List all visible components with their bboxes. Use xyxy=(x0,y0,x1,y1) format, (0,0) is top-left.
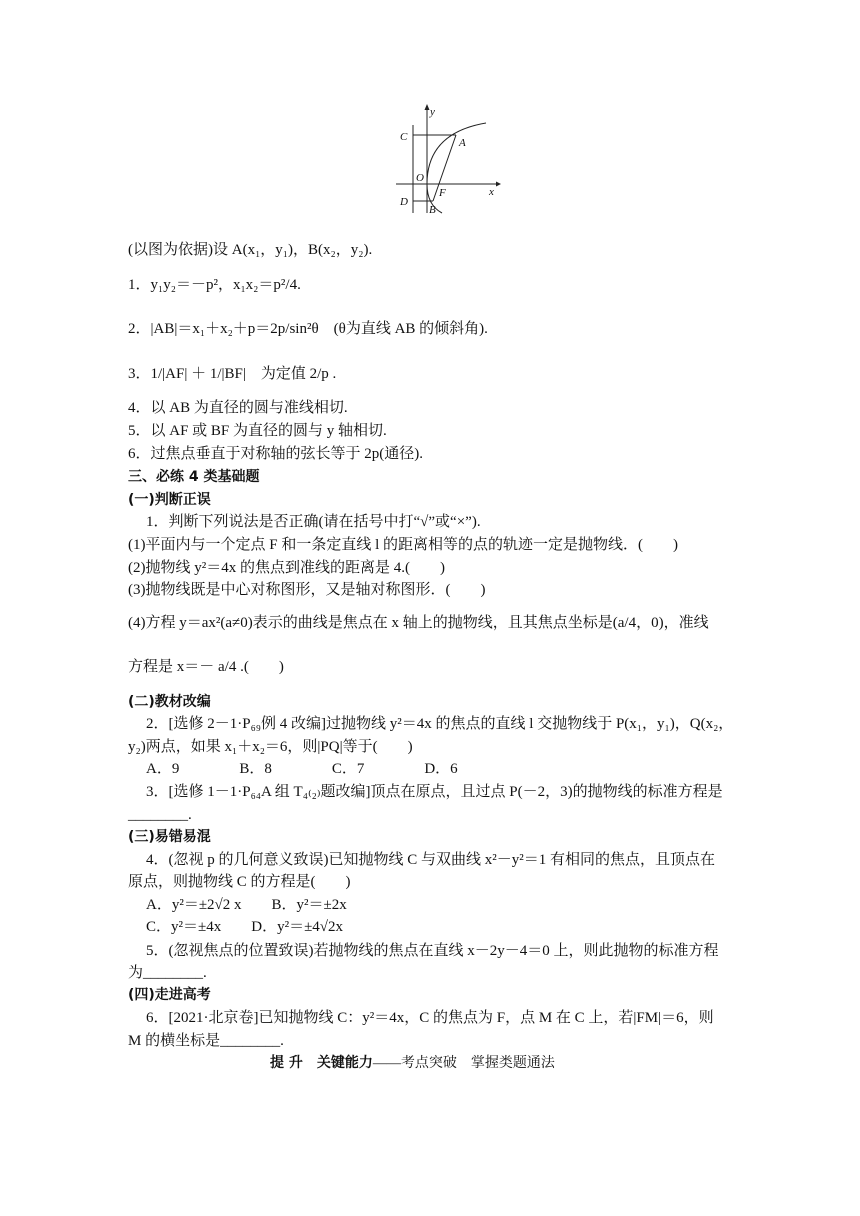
label-b: B xyxy=(429,204,436,215)
footer-middle: 关键能力 xyxy=(316,1055,373,1071)
question-2-line-1: 2．[选修 2－1·P₆₉例 4 改编]过抛物线 y²＝4x 的焦点的直线 l 交抛物线于 P(x₁，y₁)，Q(x₂， xyxy=(146,716,734,732)
question-6-line-2: M 的横坐标是________. xyxy=(128,1033,284,1049)
question-1-item-4-cont: 方程是 x＝－ a/4 .( ) xyxy=(128,659,284,675)
question-3-line-2: ________. xyxy=(128,807,192,823)
question-1-item-4: (4)方程 y＝ax²(a≠0)表示的曲线是焦点在 x 轴上的抛物线，且其焦点坐标是(a/4，0)，准线 xyxy=(128,615,709,631)
subheading-mistakes: (三)易错易混 xyxy=(128,829,211,845)
intro-text: (以图为依据)设 A(x₁，y₁)，B(x₂，y₂). xyxy=(128,242,373,258)
question-6-line-1: 6．[2021·北京卷]已知抛物线 C：y²＝4x，C 的焦点为 F，点 M 在 C 上，若|FM|＝6，则 xyxy=(146,1010,714,1026)
subheading-textbook: (二)教材改编 xyxy=(128,694,211,710)
y-axis-arrow xyxy=(425,104,430,110)
question-4-options-cd: C．y²＝±4x D．y²＝±4√2x xyxy=(146,919,344,935)
question-5-line-1: 5．(忽视焦点的位置致误)若抛物线的焦点在直线 x－2y－4＝0 上，则此抛物的标准方程 xyxy=(146,943,719,959)
question-1-item-2: (2)抛物线 y²＝4x 的焦点到准线的距离是 4.( ) xyxy=(128,560,445,576)
property-2: 2．|AB|＝x₁＋x₂＋p＝2p/sin²θ (θ为直线 AB 的倾斜角). xyxy=(128,321,488,337)
subheading-judge: (一)判断正误 xyxy=(128,492,211,508)
label-y: y xyxy=(430,106,435,118)
label-f: F xyxy=(439,187,446,199)
question-4-options-ab: A．y²＝±2√2 x B．y²＝±2x xyxy=(146,897,347,913)
question-1-item-1: (1)平面内与一个定点 F 和一条定直线 l 的距离相等的点的轨迹一定是抛物线．( ) xyxy=(128,537,678,553)
label-d: D xyxy=(400,196,408,208)
property-6: 6．过焦点垂直于对称轴的弦长等于 2p(通径). xyxy=(128,446,423,462)
property-4: 4．以 AB 为直径的圆与准线相切. xyxy=(128,400,348,416)
question-5-line-2: 为________. xyxy=(128,965,207,981)
parabola-curve xyxy=(427,123,486,213)
footer-right: ——考点突破 掌握类题通法 xyxy=(372,1056,555,1071)
x-axis-arrow xyxy=(496,182,501,187)
label-o: O xyxy=(416,172,424,184)
parabola-figure xyxy=(392,103,502,215)
question-2-options: A．9 B．8 C．7 D．6 xyxy=(146,761,458,777)
question-2-line-2: y₂)两点，如果 x₁＋x₂＝6，则|PQ|等于( ) xyxy=(128,739,413,755)
question-1-intro: 1．判断下列说法是否正确(请在括号中打“√”或“×”). xyxy=(146,514,481,530)
footer-left: 提 升 xyxy=(270,1055,303,1071)
property-1: 1．y₁y₂＝－p²，x₁x₂＝p²/4. xyxy=(128,277,301,293)
property-3: 3．1/|AF| ＋ 1/|BF| 为定值 2/p . xyxy=(128,366,337,382)
question-4-line-2: 原点，则抛物线 C 的方程是( ) xyxy=(128,874,351,890)
label-c: C xyxy=(400,131,408,143)
question-4-line-1: 4．(忽视 p 的几何意义致误)已知抛物线 C 与双曲线 x²－y²＝1 有相同的焦点，且顶点在 xyxy=(146,852,715,868)
section-heading: 三、必练 4 类基础题 xyxy=(128,469,260,485)
subheading-exam: (四)走进高考 xyxy=(128,987,211,1003)
footer-heading xyxy=(270,1053,555,1074)
property-5: 5．以 AF 或 BF 为直径的圆与 y 轴相切. xyxy=(128,423,387,439)
label-a: A xyxy=(459,137,466,149)
question-1-item-3: (3)抛物线既是中心对称图形，又是轴对称图形．( ) xyxy=(128,582,486,598)
label-x: x xyxy=(489,186,494,198)
question-3-line-1: 3．[选修 1－1·P₆₄A 组 T₄₍₂₎题改编]顶点在原点，且过点 P(－2，3)的抛物线的标准方程是 xyxy=(146,784,723,800)
